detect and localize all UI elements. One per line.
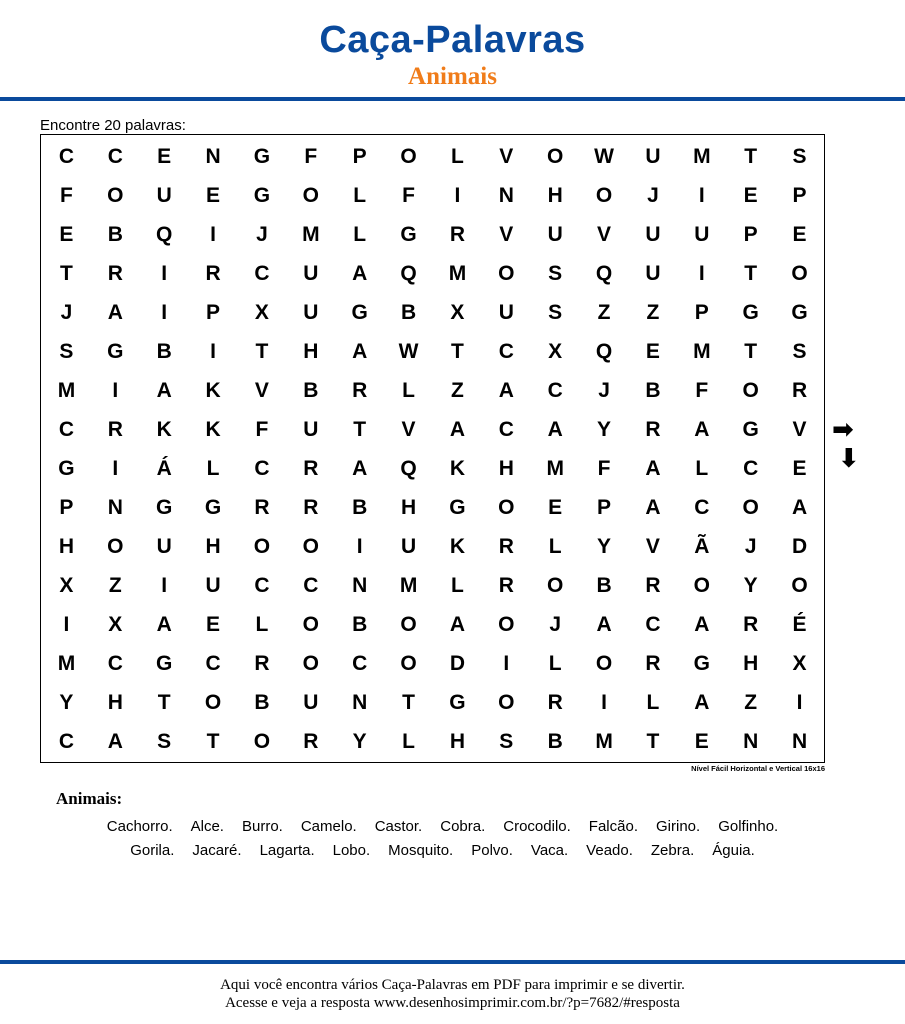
grid-cell[interactable]: A	[596, 612, 612, 636]
grid-cell[interactable]: O	[302, 534, 319, 558]
grid-cell[interactable]: L	[646, 690, 660, 714]
grid-cell[interactable]: O	[791, 573, 808, 597]
grid-cell[interactable]: S	[499, 729, 514, 753]
grid-cell[interactable]: R	[547, 690, 563, 714]
grid-cell[interactable]: N	[107, 495, 123, 519]
grid-cell[interactable]: R	[205, 261, 221, 285]
grid-cell[interactable]: R	[107, 417, 123, 441]
grid-cell[interactable]: V	[499, 222, 514, 246]
grid-cell[interactable]: I	[161, 261, 168, 285]
grid-cell[interactable]: A	[694, 417, 710, 441]
grid-cell[interactable]: X	[548, 339, 563, 363]
grid-cell[interactable]: U	[498, 300, 514, 324]
grid-cell[interactable]: I	[161, 573, 168, 597]
grid-cell[interactable]: I	[210, 222, 216, 246]
grid-cell[interactable]: C	[547, 378, 563, 402]
grid-cell[interactable]: V	[401, 417, 416, 441]
grid-cell[interactable]: L	[206, 456, 220, 480]
grid-cell[interactable]: U	[645, 261, 661, 285]
grid-cell[interactable]: G	[693, 651, 710, 675]
grid-cell[interactable]: O	[302, 183, 319, 207]
grid-cell[interactable]: J	[256, 222, 268, 246]
grid-cell[interactable]: I	[454, 183, 461, 207]
grid-cell[interactable]: O	[400, 612, 417, 636]
grid-cell[interactable]: K	[205, 417, 221, 441]
grid-cell[interactable]: U	[694, 222, 710, 246]
grid-cell[interactable]: S	[792, 339, 807, 363]
grid-cell[interactable]: C	[498, 417, 514, 441]
grid-cell[interactable]: F	[304, 144, 318, 168]
word-list-item: Camelo.	[300, 818, 357, 835]
word-list-row-1	[0, 818, 895, 836]
grid-cell[interactable]: Q	[595, 339, 613, 363]
grid-cell[interactable]: O	[693, 573, 710, 597]
grid-cell[interactable]: B	[254, 690, 270, 714]
grid-cell[interactable]: J	[60, 300, 73, 324]
grid-cell[interactable]: P	[743, 222, 758, 246]
grid-cell[interactable]: Z	[597, 300, 611, 324]
page-subtitle: Animais	[408, 63, 497, 90]
grid-cell[interactable]: R	[498, 573, 514, 597]
grid-cell[interactable]: O	[595, 183, 613, 207]
grid-cell[interactable]: J	[744, 534, 757, 558]
grid-cell[interactable]: U	[303, 417, 319, 441]
grid-cell[interactable]: H	[205, 534, 221, 558]
grid-cell[interactable]: O	[302, 651, 319, 675]
grid-cell[interactable]: C	[254, 573, 270, 597]
grid-cell[interactable]: K	[205, 378, 221, 402]
grid-cell[interactable]: R	[791, 378, 808, 402]
grid-cell[interactable]: H	[498, 456, 514, 480]
grid-cell[interactable]: I	[161, 300, 168, 324]
grid-cell[interactable]: G	[156, 651, 173, 675]
grid-cell[interactable]: I	[112, 378, 119, 402]
grid-cell[interactable]: S	[59, 339, 74, 363]
grid-cell[interactable]: I	[601, 690, 607, 714]
grid-cell[interactable]: Q	[400, 456, 417, 480]
grid-cell[interactable]: Y	[352, 729, 367, 753]
grid-cell[interactable]: A	[645, 495, 661, 519]
grid-cell[interactable]: L	[402, 729, 415, 753]
grid-cell[interactable]: A	[156, 612, 172, 636]
grid-cell[interactable]: U	[400, 534, 417, 558]
grid-cell[interactable]: M	[595, 729, 613, 753]
word-list-item: Cobra.	[440, 818, 486, 835]
grid-cell[interactable]: O	[498, 261, 515, 285]
page-title: Caça-Palavras	[319, 19, 586, 61]
word-list-item: Zebra.	[650, 842, 695, 859]
grid-cell[interactable]: E	[206, 183, 221, 207]
grid-cell[interactable]: U	[156, 183, 172, 207]
word-list-item: Cachorro.	[106, 818, 173, 835]
grid-cell[interactable]: R	[645, 573, 661, 597]
grid-cell[interactable]: A	[352, 261, 368, 285]
grid-cell[interactable]: R	[645, 417, 661, 441]
grid-cell[interactable]: G	[400, 222, 417, 246]
grid-cell[interactable]: S	[792, 144, 807, 168]
grid-cell[interactable]: G	[351, 300, 368, 324]
grid-cell[interactable]: K	[449, 534, 466, 558]
grid-cell[interactable]: L	[451, 573, 464, 597]
level-note: Nível Fácil Horizontal e Vertical 16x16	[691, 764, 825, 773]
grid-cell[interactable]: A	[352, 339, 368, 363]
grid-cell[interactable]: H	[449, 729, 466, 753]
grid-cell[interactable]: G	[742, 417, 759, 441]
word-list-item: Mosquito.	[388, 842, 454, 859]
grid-cell[interactable]: N	[743, 729, 759, 753]
grid-cell[interactable]: Y	[743, 573, 758, 597]
word-list-item: Crocodilo.	[503, 818, 571, 835]
word-list-item: Lagarta.	[259, 842, 315, 859]
grid-cell[interactable]: A	[449, 612, 466, 636]
grid-cell[interactable]: O	[547, 144, 564, 168]
grid-cell[interactable]: B	[352, 612, 368, 636]
grid-cell[interactable]: X	[254, 300, 269, 324]
grid-cell[interactable]: J	[598, 378, 610, 402]
grid-cell[interactable]: B	[352, 495, 368, 519]
footer-line-1: Aqui você encontra vários Caça-Palavras em PDF para imprimir e se divertir.	[220, 977, 685, 993]
grid-cell[interactable]: A	[791, 495, 808, 519]
grid-cell[interactable]: G	[791, 300, 808, 324]
grid-cell[interactable]: P	[792, 183, 807, 207]
grid-cell[interactable]: C	[352, 651, 368, 675]
grid-cell[interactable]: G	[253, 144, 271, 168]
grid-cell[interactable]: U	[645, 222, 661, 246]
grid-cell[interactable]: Y	[597, 417, 612, 441]
footer-line-2: Acesse e veja a resposta www.desenhosimprimir.com.br/?p=7682/#resposta	[225, 995, 680, 1011]
word-list-item: Lobo.	[332, 842, 371, 859]
grid-cell[interactable]: A	[694, 690, 710, 714]
word-list-item: Burro.	[241, 818, 283, 835]
grid-cell[interactable]: S	[548, 300, 563, 324]
grid-cell[interactable]: L	[548, 651, 562, 675]
grid-cell[interactable]: H	[743, 651, 759, 675]
grid-cell[interactable]: R	[352, 378, 368, 402]
word-list-item: Falcão.	[588, 818, 638, 835]
grid-cell[interactable]: U	[303, 300, 319, 324]
grid-cell[interactable]: O	[107, 534, 124, 558]
grid-cell[interactable]: T	[255, 339, 269, 363]
grid-cell[interactable]: Q	[156, 222, 173, 246]
grid-cell[interactable]: M	[546, 456, 564, 480]
grid-cell[interactable]: F	[402, 183, 415, 207]
grid-cell[interactable]: E	[548, 495, 563, 519]
grid-cell[interactable]: R	[645, 651, 661, 675]
grid-cell[interactable]: G	[253, 183, 271, 207]
grid-cell[interactable]: C	[107, 651, 123, 675]
grid-cell[interactable]: Y	[59, 690, 74, 714]
grid-cell[interactable]: X	[792, 651, 807, 675]
grid-cell[interactable]: M	[693, 339, 711, 363]
grid-cell[interactable]: A	[107, 300, 123, 324]
grid-cell[interactable]: T	[402, 690, 415, 714]
arrow-down-icon: ⬇	[838, 444, 860, 474]
grid-cell[interactable]: E	[792, 222, 807, 246]
grid-cell[interactable]: M	[57, 378, 76, 402]
bottom-divider	[0, 960, 905, 964]
grid-cell[interactable]: J	[647, 183, 659, 207]
grid-cell[interactable]: Ã	[694, 534, 710, 558]
grid-cell[interactable]: P	[694, 300, 709, 324]
grid-cell[interactable]: G	[107, 339, 124, 363]
grid-cell[interactable]: Z	[646, 300, 660, 324]
grid-cell[interactable]: B	[596, 573, 612, 597]
grid-cell[interactable]: O	[498, 495, 515, 519]
grid-cell[interactable]: P	[59, 495, 74, 519]
grid-cell[interactable]: G	[156, 495, 173, 519]
grid-cell[interactable]: A	[107, 729, 123, 753]
grid-cell[interactable]: R	[743, 612, 759, 636]
grid-cell[interactable]: C	[254, 456, 270, 480]
grid-cell[interactable]: F	[695, 378, 709, 402]
grid-cell[interactable]: I	[698, 261, 705, 285]
word-list-row-2	[0, 842, 895, 860]
grid-cell[interactable]: U	[547, 222, 563, 246]
grid-cell[interactable]: L	[353, 183, 367, 207]
grid-cell[interactable]: V	[499, 144, 514, 168]
grid-cell[interactable]: R	[107, 261, 123, 285]
top-divider	[0, 97, 905, 101]
grid-cell[interactable]: N	[205, 144, 221, 168]
grid-cell[interactable]: E	[206, 612, 221, 636]
grid-cell[interactable]: W	[398, 339, 419, 363]
grid-cell[interactable]: B	[400, 300, 417, 324]
grid-cell[interactable]: C	[743, 456, 759, 480]
grid-cell[interactable]: T	[206, 729, 220, 753]
grid-cell[interactable]: N	[791, 729, 808, 753]
grid-cell[interactable]: X	[59, 573, 74, 597]
grid-cell[interactable]: C	[58, 144, 75, 168]
grid-cell[interactable]: K	[449, 456, 466, 480]
word-list-item: Castor.	[374, 818, 423, 835]
grid-cell[interactable]: I	[796, 690, 803, 714]
grid-cell[interactable]: B	[303, 378, 319, 402]
grid-cell[interactable]: Y	[597, 534, 612, 558]
grid-cell[interactable]: H	[303, 339, 319, 363]
grid-cell[interactable]: C	[107, 144, 123, 168]
grid-cell[interactable]: L	[255, 612, 269, 636]
grid-cell[interactable]: I	[503, 651, 510, 675]
word-list-item: Veado.	[586, 842, 633, 859]
grid-cell[interactable]: Q	[595, 261, 613, 285]
grid-cell[interactable]: T	[451, 339, 464, 363]
grid-cell[interactable]: T	[60, 261, 73, 285]
grid-cell[interactable]: I	[112, 456, 119, 480]
grid-cell[interactable]: C	[58, 729, 75, 753]
grid-cell[interactable]: H	[400, 495, 417, 519]
grid-cell[interactable]: U	[205, 573, 221, 597]
grid-cell[interactable]: V	[254, 378, 269, 402]
grid-cell[interactable]: H	[547, 183, 563, 207]
grid-cell[interactable]: D	[449, 651, 466, 675]
grid-cell[interactable]: R	[254, 651, 270, 675]
grid-cell[interactable]: L	[451, 144, 464, 168]
grid-cell[interactable]: F	[597, 456, 611, 480]
grid-cell[interactable]: H	[107, 690, 123, 714]
grid-cell[interactable]: O	[742, 495, 759, 519]
grid-cell[interactable]: F	[60, 183, 73, 207]
grid-cell[interactable]: M	[693, 144, 711, 168]
grid-cell[interactable]: L	[695, 456, 709, 480]
grid-cell[interactable]: G	[449, 495, 466, 519]
grid-cell[interactable]: M	[448, 261, 467, 285]
grid-cell[interactable]: L	[548, 534, 562, 558]
grid-cell[interactable]: C	[498, 339, 514, 363]
grid-cell[interactable]: I	[63, 612, 70, 636]
grid-cell[interactable]: G	[204, 495, 222, 519]
grid-cell[interactable]: I	[210, 339, 216, 363]
word-list-item: Jacaré.	[192, 842, 242, 859]
grid-cell[interactable]: D	[791, 534, 808, 558]
grid-cell[interactable]: P	[206, 300, 221, 324]
grid-cell[interactable]: U	[645, 144, 661, 168]
grid-cell[interactable]: O	[204, 690, 222, 714]
grid-cell[interactable]: U	[303, 261, 319, 285]
grid-cell[interactable]: M	[57, 651, 76, 675]
grid-cell[interactable]: H	[58, 534, 75, 558]
grid-cell[interactable]: E	[792, 456, 807, 480]
grid-cell[interactable]: A	[645, 456, 661, 480]
grid-cell[interactable]: C	[303, 573, 319, 597]
grid-cell[interactable]: O	[498, 612, 515, 636]
grid-cell[interactable]: T	[646, 729, 660, 753]
grid-cell[interactable]: O	[400, 144, 417, 168]
grid-cell[interactable]: V	[792, 417, 807, 441]
grid-cell[interactable]: E	[59, 222, 74, 246]
grid-cell[interactable]: A	[352, 456, 368, 480]
word-list-item: Girino.	[656, 818, 701, 835]
grid-cell[interactable]: M	[302, 222, 320, 246]
grid-cell[interactable]: R	[254, 495, 270, 519]
grid-cell[interactable]: O	[107, 183, 124, 207]
grid-cell[interactable]: T	[744, 261, 758, 285]
grid-cell[interactable]: A	[498, 378, 514, 402]
grid-cell[interactable]: J	[549, 612, 562, 636]
grid-cell[interactable]: B	[156, 339, 172, 363]
grid-cell[interactable]: S	[548, 261, 563, 285]
grid-cell[interactable]: C	[694, 495, 710, 519]
grid-cell[interactable]: V	[645, 534, 660, 558]
grid-cell[interactable]: A	[547, 417, 563, 441]
grid-cell[interactable]: R	[303, 729, 319, 753]
grid-cell[interactable]: B	[547, 729, 563, 753]
grid-cell[interactable]: Z	[451, 378, 464, 402]
grid-cell[interactable]: A	[449, 417, 466, 441]
arrow-right-icon: ➡	[832, 415, 854, 445]
grid-cell[interactable]: N	[352, 573, 368, 597]
grid-cell[interactable]: T	[353, 417, 367, 441]
grid-cell[interactable]: A	[156, 378, 172, 402]
grid-cell[interactable]: O	[253, 729, 271, 753]
grid-cell[interactable]: L	[353, 222, 367, 246]
grid-cell[interactable]: E	[645, 339, 660, 363]
grid-cell[interactable]: T	[157, 690, 171, 714]
grid-cell[interactable]: Z	[744, 690, 758, 714]
grid-cell[interactable]: A	[694, 612, 710, 636]
word-list-item: Alce.	[190, 818, 224, 835]
grid-cell[interactable]: E	[743, 183, 758, 207]
grid-cell[interactable]: U	[156, 534, 172, 558]
grid-cell[interactable]: S	[157, 729, 172, 753]
grid-cell[interactable]: O	[498, 690, 515, 714]
grid-cell[interactable]: O	[595, 651, 613, 675]
grid-cell[interactable]: O	[547, 573, 564, 597]
grid-cell[interactable]: L	[402, 378, 415, 402]
word-list-item: Vaca.	[530, 842, 569, 859]
grid-cell[interactable]: O	[302, 612, 319, 636]
grid-cell[interactable]: É	[792, 612, 807, 636]
grid-cell[interactable]: C	[645, 612, 661, 636]
grid-cell[interactable]: C	[205, 651, 221, 675]
word-list-item: Golfinho.	[718, 818, 779, 835]
word-list-item: Águia.	[712, 842, 755, 859]
grid-cell[interactable]: O	[791, 261, 808, 285]
grid-cell[interactable]: R	[303, 495, 319, 519]
grid-cell[interactable]: V	[597, 222, 612, 246]
grid-cell[interactable]: X	[450, 300, 465, 324]
grid-cell[interactable]: W	[594, 144, 614, 168]
grid-cell[interactable]: R	[449, 222, 466, 246]
grid-cell[interactable]: N	[498, 183, 514, 207]
word-list-heading: Animais:	[56, 789, 123, 808]
grid-cell[interactable]: I	[356, 534, 363, 558]
grid-cell[interactable]: E	[157, 144, 172, 168]
grid-cell[interactable]: O	[742, 378, 759, 402]
grid-cell[interactable]: R	[303, 456, 319, 480]
grid-cell[interactable]: B	[107, 222, 123, 246]
grid-cell[interactable]: G	[58, 456, 75, 480]
grid-cell[interactable]: C	[254, 261, 270, 285]
grid-cell[interactable]: X	[108, 612, 123, 636]
grid-cell[interactable]: K	[156, 417, 172, 441]
grid-cell[interactable]: E	[694, 729, 709, 753]
grid-cell[interactable]: B	[645, 378, 661, 402]
word-search-grid	[42, 137, 824, 761]
grid-cell[interactable]: M	[399, 573, 418, 597]
grid-cell[interactable]: O	[400, 651, 417, 675]
grid-cell[interactable]: U	[303, 690, 319, 714]
grid-cell[interactable]: G	[742, 300, 759, 324]
grid-cell[interactable]: P	[597, 495, 612, 519]
grid-cell[interactable]: Z	[108, 573, 122, 597]
grid-cell[interactable]: F	[255, 417, 269, 441]
grid-cell[interactable]: R	[498, 534, 514, 558]
word-list-item: Gorila.	[130, 842, 175, 859]
grid-cell[interactable]: G	[449, 690, 466, 714]
grid-cell[interactable]: Q	[400, 261, 417, 285]
word-list-item: Polvo.	[471, 842, 513, 859]
grid-cell[interactable]: T	[744, 339, 758, 363]
grid-cell[interactable]: T	[744, 144, 758, 168]
instruction-text: Encontre 20 palavras:	[40, 117, 186, 134]
grid-cell[interactable]: N	[352, 690, 368, 714]
grid-cell[interactable]: P	[352, 144, 367, 168]
grid-cell[interactable]: O	[253, 534, 271, 558]
grid-cell[interactable]: C	[58, 417, 75, 441]
grid-cell[interactable]: I	[698, 183, 705, 207]
grid-cell[interactable]: Á	[156, 456, 172, 480]
